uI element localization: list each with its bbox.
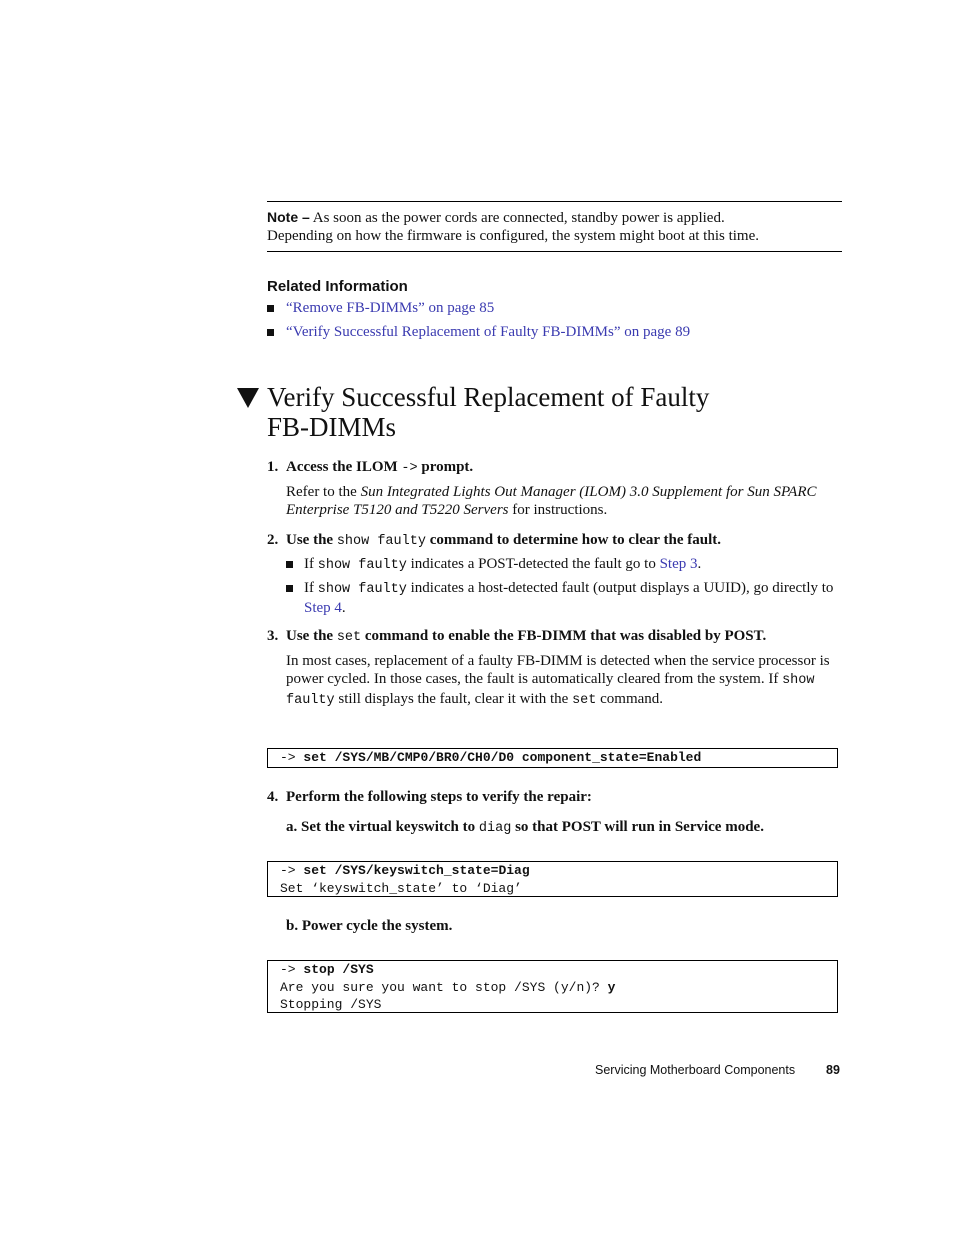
step-3-code: set [336, 630, 362, 645]
step-2-text: Use the [286, 532, 334, 548]
code-answer: y [607, 979, 616, 995]
code-block-stop-sys [267, 960, 838, 1013]
step-number: 4. [267, 789, 279, 805]
step-number: 3. [267, 628, 279, 644]
step-4-text: Perform the following steps to verify the repair: [286, 789, 592, 805]
code-prompt: -> [280, 962, 296, 977]
step-3-body-end: command. [600, 691, 664, 707]
bullet-square-icon [286, 561, 293, 568]
code-command: set /SYS/keyswitch_state=Diag [303, 863, 530, 878]
bullet-text: indicates a POST-detected the fault go to [410, 556, 656, 572]
bullet-code: show faulty [317, 558, 407, 573]
step-number: 1. [267, 459, 279, 475]
code-prompt: -> [280, 863, 296, 878]
bullet-text: If [304, 580, 314, 596]
substep-letter: a. [286, 819, 298, 835]
step-3-text: Use the [286, 628, 334, 644]
code-command: set /SYS/MB/CMP0/BR0/CH0/D0 component_state=Enabled [303, 750, 702, 765]
bullet-text: indicates a host-detected fault (output displays a UUID), go directly to [410, 580, 834, 596]
code-block-keyswitch [267, 861, 838, 897]
step-4b-text: Power cycle the system. [301, 918, 453, 934]
step-3-body-code: set [572, 693, 597, 708]
step-3-heading [267, 627, 766, 647]
step-1-doc-title: Sun Integrated Lights Out Manager (ILOM) 3.0 Supplement for Sun SPARC Enterprise T5120 and T5220 Servers [286, 484, 817, 518]
footer-page-number: 89 [826, 1063, 840, 1077]
step-1-text: Access the ILOM [286, 459, 398, 475]
step-4a-text-end: so that POST will run in Service mode. [515, 819, 764, 835]
section-triangle-icon [237, 388, 259, 408]
note-text-line2: Depending on how the firmware is configured, the system might boot at this time. [267, 228, 759, 244]
step-1-body-text: Refer to the [286, 484, 357, 500]
step-2-heading [267, 531, 721, 551]
bullet-punct: . [341, 600, 346, 616]
step-4a-text: Set the virtual keyswitch to [301, 819, 476, 835]
related-link-item [267, 299, 690, 323]
bullet-punct: . [697, 556, 702, 572]
related-link-item [267, 323, 690, 347]
step-3-link[interactable]: Step 3 [659, 556, 698, 572]
step-3-body-text: still displays the fault, clear it with the [338, 691, 569, 707]
related-links-list [267, 299, 690, 347]
step-3-body-code: show faulty [286, 673, 815, 708]
note-text-line1: As soon as the power cords are connected, standby power is applied. [312, 210, 725, 226]
bullet-square-icon [267, 329, 274, 336]
step-4a-heading [286, 818, 764, 838]
note-box [267, 201, 842, 252]
step-2-text-end: command to determine how to clear the fault. [429, 532, 722, 548]
step-3-text-end: command to enable the FB-DIMM that was disabled by POST. [364, 628, 767, 644]
step-4-heading [267, 788, 592, 806]
section-title-line2: FB-DIMMs [267, 412, 397, 442]
code-command: stop /SYS [303, 962, 374, 977]
bullet-text: If [304, 556, 314, 572]
bullet-square-icon [267, 305, 274, 312]
bullet-square-icon [286, 585, 293, 592]
bullet-code: show faulty [317, 582, 407, 597]
code-prompt: -> [280, 750, 296, 765]
code-output: Set ‘keyswitch_state’ to ‘Diag’ [280, 880, 522, 896]
footer-chapter-label: Servicing Motherboard Components [595, 1063, 796, 1077]
note-label: Note – [267, 209, 310, 225]
step-2-code: show faulty [336, 534, 426, 549]
step-2-bullet-2 [286, 579, 836, 617]
step-1-body-end: for instructions. [512, 502, 608, 518]
step-number: 2. [267, 532, 279, 548]
code-question: Are you sure you want to stop /SYS (y/n)? [280, 979, 600, 995]
related-information-heading: Related Information [267, 278, 408, 295]
section-title-line1: Verify Successful Replacement of Faulty [267, 382, 710, 412]
step-3-body [286, 652, 836, 710]
code-output: Stopping /SYS [280, 997, 382, 1012]
step-3-body-text: In most cases, replacement of a faulty FB-DIMM is detected when the service processor is power cycled. In those cases, the fault is automatically cleared from the system. If [286, 653, 830, 687]
step-1-code: -> [401, 461, 418, 476]
step-4b-heading [286, 917, 452, 935]
step-1-body [286, 483, 836, 519]
step-4-link[interactable]: Step 4 [304, 600, 342, 616]
code-block-enable-dimm [267, 748, 838, 768]
step-1-text-end: prompt. [421, 459, 474, 475]
step-2-bullet-1 [286, 555, 836, 575]
step-1-heading [267, 458, 473, 478]
substep-letter: b. [286, 918, 299, 934]
related-link-remove-fb-dimms[interactable]: “Remove FB-DIMMs” on page 85 [286, 300, 495, 316]
step-4a-code: diag [478, 821, 512, 836]
related-link-verify-replacement[interactable]: “Verify Successful Replacement of Faulty FB-DIMMs” on page 89 [286, 324, 691, 340]
section-title [267, 382, 827, 442]
